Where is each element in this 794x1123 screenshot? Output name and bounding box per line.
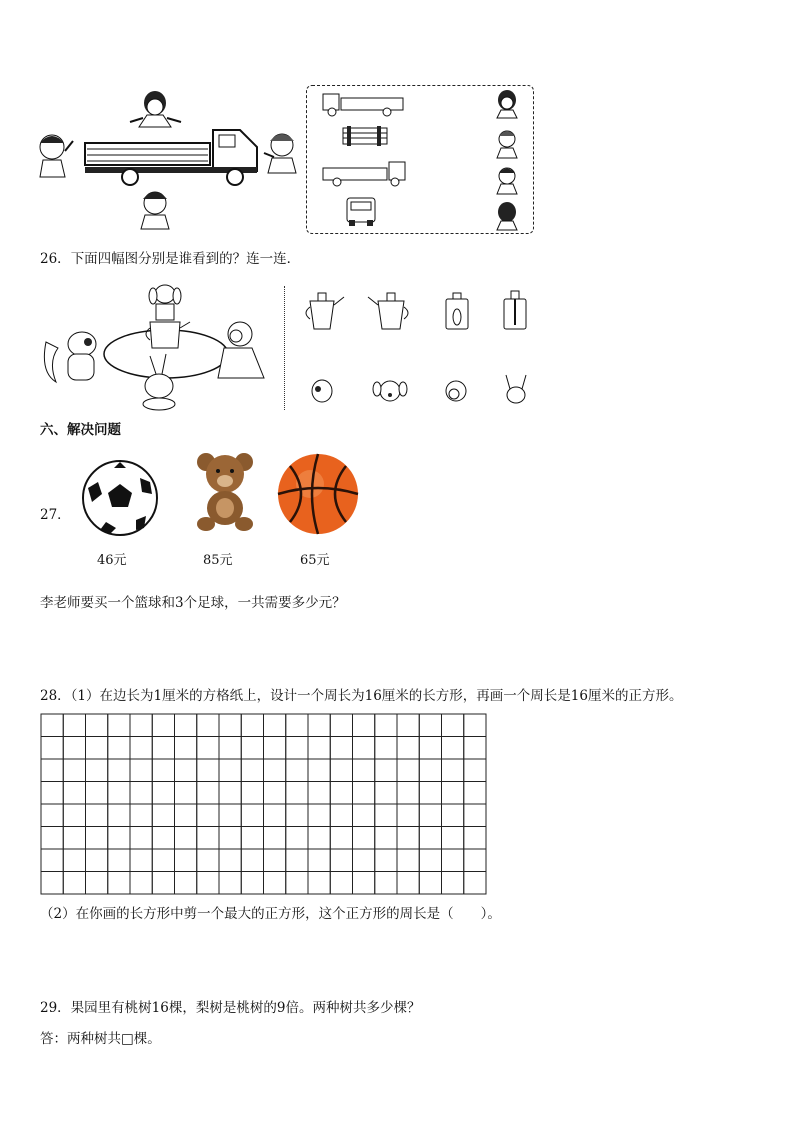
grid-cell[interactable] bbox=[419, 714, 441, 737]
monkey-head-icon bbox=[446, 381, 466, 401]
grid-cell[interactable] bbox=[197, 849, 219, 872]
rabbit-head-icon bbox=[506, 375, 526, 403]
grid-cell[interactable] bbox=[63, 827, 85, 850]
truck-icon bbox=[85, 130, 257, 185]
grid-cell[interactable] bbox=[130, 782, 152, 805]
grid-cell[interactable] bbox=[241, 714, 263, 737]
grid-cell[interactable] bbox=[353, 804, 375, 827]
grid-cell[interactable] bbox=[286, 827, 308, 850]
grid-cell[interactable] bbox=[308, 737, 330, 760]
grid-cell[interactable] bbox=[108, 782, 130, 805]
grid-cell[interactable] bbox=[442, 714, 464, 737]
grid-cell[interactable] bbox=[375, 872, 397, 895]
truck-side-view-reverse-icon bbox=[323, 162, 405, 186]
grid-cell[interactable] bbox=[108, 714, 130, 737]
grid-cell[interactable] bbox=[264, 849, 286, 872]
grid-cell[interactable] bbox=[41, 872, 63, 895]
grid-cell[interactable] bbox=[197, 782, 219, 805]
grid-cell[interactable] bbox=[264, 782, 286, 805]
grid-cell[interactable] bbox=[108, 737, 130, 760]
grid-cell[interactable] bbox=[286, 804, 308, 827]
grid-cell[interactable] bbox=[63, 714, 85, 737]
grid-cell[interactable] bbox=[353, 872, 375, 895]
grid-cell[interactable] bbox=[464, 827, 486, 850]
grid-cell[interactable] bbox=[397, 827, 419, 850]
grid-cell[interactable] bbox=[108, 804, 130, 827]
grid-cell[interactable] bbox=[63, 872, 85, 895]
grid-cell[interactable] bbox=[264, 872, 286, 895]
dog-head-icon bbox=[373, 381, 407, 401]
grid-cell[interactable] bbox=[353, 849, 375, 872]
grid-cell[interactable] bbox=[241, 827, 263, 850]
grid-cell[interactable] bbox=[264, 737, 286, 760]
grid-cell[interactable] bbox=[86, 782, 108, 805]
q28-part2: （2）在你画的长方形中剪一个最大的正方形，这个正方形的周长是（ ）。 bbox=[40, 906, 501, 922]
grid-cell[interactable] bbox=[442, 849, 464, 872]
grid-cell[interactable] bbox=[41, 827, 63, 850]
soccer-ball-image bbox=[80, 458, 160, 538]
grid-cell[interactable] bbox=[353, 714, 375, 737]
grid-cell[interactable] bbox=[353, 782, 375, 805]
grid-cell[interactable] bbox=[219, 759, 241, 782]
grid-cell[interactable] bbox=[219, 827, 241, 850]
grid-cell[interactable] bbox=[86, 714, 108, 737]
grid-cell[interactable] bbox=[41, 782, 63, 805]
teapot-view-3-icon bbox=[446, 293, 468, 329]
grid-cell[interactable] bbox=[419, 804, 441, 827]
grid-cell[interactable] bbox=[375, 782, 397, 805]
teapot-view-1-icon bbox=[306, 293, 344, 329]
teddy-bear-price: 85元 bbox=[203, 553, 233, 568]
grid-cell[interactable] bbox=[419, 759, 441, 782]
grid-cell[interactable] bbox=[308, 759, 330, 782]
grid-cell[interactable] bbox=[41, 759, 63, 782]
grid-cell[interactable] bbox=[464, 782, 486, 805]
grid-cell[interactable] bbox=[330, 872, 352, 895]
grid-cell[interactable] bbox=[286, 849, 308, 872]
grid-cell[interactable] bbox=[152, 804, 174, 827]
grid-cell[interactable] bbox=[375, 827, 397, 850]
grid-cell[interactable] bbox=[219, 737, 241, 760]
grid-cell[interactable] bbox=[108, 849, 130, 872]
grid-cell[interactable] bbox=[41, 849, 63, 872]
grid-cell[interactable] bbox=[86, 759, 108, 782]
grid-cell[interactable] bbox=[175, 759, 197, 782]
grid-cell[interactable] bbox=[397, 804, 419, 827]
grid-cell[interactable] bbox=[41, 737, 63, 760]
grid-cell[interactable] bbox=[442, 782, 464, 805]
q28-part1: 28．（1）在边长为1厘米的方格纸上，设计一个周长为16厘米的长方形，再画一个周长是16厘米的正方形。 bbox=[40, 688, 683, 704]
grid-cell[interactable] bbox=[86, 827, 108, 850]
teapot-view-2-icon bbox=[368, 293, 408, 329]
grid-cell[interactable] bbox=[464, 759, 486, 782]
boy-small-icon bbox=[497, 168, 517, 194]
grid-cell[interactable] bbox=[397, 782, 419, 805]
squirrel-icon bbox=[44, 332, 96, 382]
boy-cap-right-icon bbox=[262, 125, 302, 175]
grid-cell[interactable] bbox=[330, 782, 352, 805]
teapot-view-4-icon bbox=[504, 291, 526, 329]
grid-cell[interactable] bbox=[152, 714, 174, 737]
grid-cell[interactable] bbox=[264, 827, 286, 850]
truck-side-view-icon bbox=[323, 94, 403, 116]
grid-cell[interactable] bbox=[152, 849, 174, 872]
grid-cell[interactable] bbox=[397, 759, 419, 782]
grid-cell[interactable] bbox=[152, 872, 174, 895]
grid-cell[interactable] bbox=[241, 759, 263, 782]
grid-cell[interactable] bbox=[241, 782, 263, 805]
grid-cell[interactable] bbox=[197, 804, 219, 827]
grid-cell[interactable] bbox=[197, 737, 219, 760]
grid-cell[interactable] bbox=[286, 759, 308, 782]
grid-cell[interactable] bbox=[175, 782, 197, 805]
grid-cell[interactable] bbox=[63, 782, 85, 805]
grid-cell[interactable] bbox=[41, 714, 63, 737]
grid-cell[interactable] bbox=[353, 759, 375, 782]
grid-cell[interactable] bbox=[330, 759, 352, 782]
q27-question: 李老师要买一个篮球和3个足球，一共需要多少元？ bbox=[40, 595, 346, 611]
grid-cell[interactable] bbox=[152, 759, 174, 782]
grid-cell[interactable] bbox=[264, 759, 286, 782]
q29-answer: 答：两种树共□棵。 bbox=[40, 1031, 161, 1047]
monkey-icon bbox=[218, 322, 264, 378]
grid-cell[interactable] bbox=[308, 827, 330, 850]
grid-cell[interactable] bbox=[86, 849, 108, 872]
grid-cell[interactable] bbox=[130, 759, 152, 782]
grid-cell[interactable] bbox=[419, 849, 441, 872]
grid-cell[interactable] bbox=[464, 714, 486, 737]
basketball-price: 65元 bbox=[300, 553, 330, 568]
grid-cell[interactable] bbox=[241, 872, 263, 895]
truck-front-view-icon bbox=[347, 198, 375, 226]
grid-cell[interactable] bbox=[442, 804, 464, 827]
grid-cell[interactable] bbox=[464, 804, 486, 827]
grid-cell[interactable] bbox=[397, 849, 419, 872]
q26-number: 26． bbox=[40, 251, 71, 267]
grid-cell[interactable] bbox=[308, 782, 330, 805]
views-matching-box bbox=[306, 85, 534, 234]
boy-cap-small-icon bbox=[497, 131, 517, 158]
grid-cell[interactable] bbox=[219, 849, 241, 872]
grid-cell[interactable] bbox=[152, 827, 174, 850]
grid-cell[interactable] bbox=[330, 737, 352, 760]
grid-cell[interactable] bbox=[353, 737, 375, 760]
grid-cell[interactable] bbox=[175, 849, 197, 872]
grid-cell[interactable] bbox=[286, 714, 308, 737]
teddy-bear-image bbox=[194, 450, 256, 532]
grid-cell[interactable] bbox=[330, 714, 352, 737]
grid-cell[interactable] bbox=[108, 759, 130, 782]
grid-cell[interactable] bbox=[264, 804, 286, 827]
grid-cell[interactable] bbox=[286, 782, 308, 805]
grid-cell[interactable] bbox=[175, 804, 197, 827]
squirrel-head-icon bbox=[312, 380, 332, 402]
grid-cell[interactable] bbox=[130, 849, 152, 872]
grid-cell[interactable] bbox=[442, 827, 464, 850]
grid-cell[interactable] bbox=[419, 872, 441, 895]
grid-cell[interactable] bbox=[130, 714, 152, 737]
q27-number: 27． bbox=[40, 507, 71, 523]
grid-cell[interactable] bbox=[108, 872, 130, 895]
grid-cell[interactable] bbox=[353, 827, 375, 850]
grid-cell[interactable] bbox=[175, 714, 197, 737]
grid-cell[interactable] bbox=[219, 714, 241, 737]
grid-cell[interactable] bbox=[197, 872, 219, 895]
grid-cell[interactable] bbox=[308, 714, 330, 737]
grid-cell[interactable] bbox=[464, 872, 486, 895]
basketball-image bbox=[276, 452, 360, 536]
grid-cell[interactable] bbox=[41, 804, 63, 827]
grid-cell[interactable] bbox=[264, 714, 286, 737]
grid-cell[interactable] bbox=[197, 759, 219, 782]
grid-cell[interactable] bbox=[375, 737, 397, 760]
grid-cell[interactable] bbox=[63, 737, 85, 760]
grid-cell[interactable] bbox=[130, 827, 152, 850]
grid-cell[interactable] bbox=[464, 737, 486, 760]
grid-cell[interactable] bbox=[397, 737, 419, 760]
grid-cell[interactable] bbox=[219, 872, 241, 895]
grid-cell[interactable] bbox=[86, 872, 108, 895]
grid-cell[interactable] bbox=[375, 759, 397, 782]
teapot-views-figure bbox=[296, 285, 536, 413]
grid-cell[interactable] bbox=[108, 827, 130, 850]
grid-cell[interactable] bbox=[330, 804, 352, 827]
grid-cell[interactable] bbox=[308, 872, 330, 895]
grid-cell[interactable] bbox=[219, 804, 241, 827]
grid-cell[interactable] bbox=[197, 714, 219, 737]
grid-cell[interactable] bbox=[130, 804, 152, 827]
truck-top-view-icon bbox=[343, 126, 387, 146]
grid-cell[interactable] bbox=[308, 849, 330, 872]
grid-cell[interactable] bbox=[175, 872, 197, 895]
grid-cell[interactable] bbox=[63, 804, 85, 827]
boy-back-small-icon bbox=[497, 202, 517, 230]
grid-cell[interactable] bbox=[442, 737, 464, 760]
grid-cell[interactable] bbox=[86, 804, 108, 827]
grid-cell[interactable] bbox=[464, 849, 486, 872]
grid-cell[interactable] bbox=[63, 759, 85, 782]
grid-cell[interactable] bbox=[442, 759, 464, 782]
grid-cell[interactable] bbox=[308, 804, 330, 827]
grid-cell[interactable] bbox=[419, 827, 441, 850]
animals-table-figure bbox=[38, 282, 270, 412]
grid-cell[interactable] bbox=[175, 827, 197, 850]
grid-cell[interactable] bbox=[86, 737, 108, 760]
boy-left-icon bbox=[40, 135, 73, 177]
grid-cell[interactable] bbox=[175, 737, 197, 760]
q29-question: 29．果园里有桃树16棵，梨树是桃树的9倍。两种树共多少棵？ bbox=[40, 1000, 421, 1016]
grid-cell[interactable] bbox=[197, 827, 219, 850]
question-26 bbox=[40, 250, 300, 268]
soccer-ball-price: 46元 bbox=[97, 553, 127, 568]
grid-cell[interactable] bbox=[286, 737, 308, 760]
grid-cell[interactable] bbox=[63, 849, 85, 872]
grid-cell[interactable] bbox=[219, 782, 241, 805]
boy-bottom-icon bbox=[141, 192, 169, 229]
q26-text: 下面四幅图分别是谁看到的？连一连． bbox=[70, 251, 301, 267]
grid-cell[interactable] bbox=[397, 872, 419, 895]
grid-cell[interactable] bbox=[241, 849, 263, 872]
dog-icon bbox=[149, 285, 181, 320]
grid-cell[interactable] bbox=[152, 737, 174, 760]
grid-cell[interactable] bbox=[442, 872, 464, 895]
girl-small-icon bbox=[497, 90, 517, 118]
grid-cell[interactable] bbox=[152, 782, 174, 805]
grid-cell[interactable] bbox=[419, 737, 441, 760]
grid-cell[interactable] bbox=[397, 714, 419, 737]
girl-top-icon bbox=[130, 91, 181, 127]
grid-cell[interactable] bbox=[286, 872, 308, 895]
grid-cell[interactable] bbox=[330, 849, 352, 872]
grid-cell[interactable] bbox=[375, 804, 397, 827]
grid-cell[interactable] bbox=[375, 714, 397, 737]
grid-cell[interactable] bbox=[130, 737, 152, 760]
section-6-title: 六、解决问题 bbox=[40, 422, 121, 438]
grid-cell[interactable] bbox=[241, 737, 263, 760]
grid-cell[interactable] bbox=[130, 872, 152, 895]
square-grid-paper[interactable] bbox=[40, 713, 487, 895]
grid-cell[interactable] bbox=[330, 827, 352, 850]
truck-scene-figure bbox=[35, 85, 275, 230]
grid-cell[interactable] bbox=[241, 804, 263, 827]
grid-cell[interactable] bbox=[419, 782, 441, 805]
figure-divider bbox=[284, 286, 285, 410]
grid-cell[interactable] bbox=[375, 849, 397, 872]
